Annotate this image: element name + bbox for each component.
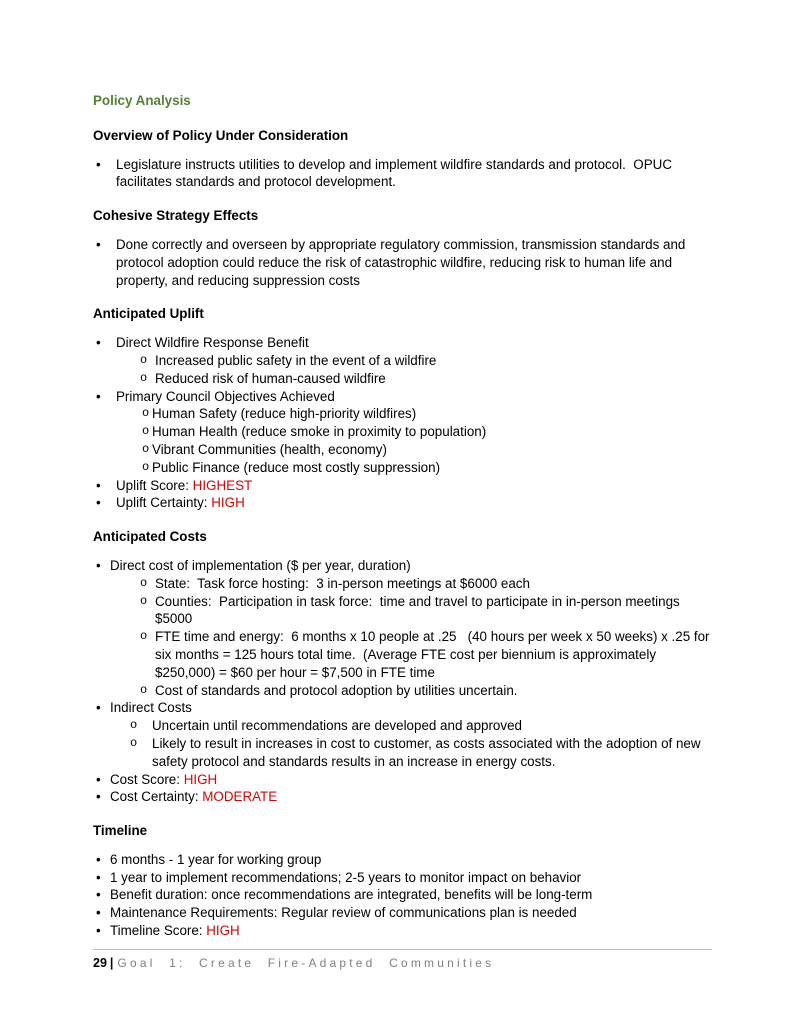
cohesive-list [93, 236, 712, 289]
list-item [93, 699, 712, 717]
sub-list-item-text: Vibrant Communities (health, economy) [152, 441, 387, 457]
list-item [93, 156, 712, 192]
sub-list-item [93, 441, 712, 459]
sub-list-item-text: Likely to result in increases in cost to customer, as costs associated with the adoption of new safety protocol and standards results in an increase in energy costs. [152, 735, 705, 769]
certainty-label: Cost Certainty: [110, 789, 203, 805]
page-footer [93, 949, 712, 973]
sub-list-item [93, 370, 712, 388]
score-label: Timeline Score: [110, 923, 207, 939]
sub-list-item [93, 628, 712, 681]
sub-list-item-text: Counties: Participation in task force: time and travel to participate in in-person meetings $5000 [155, 593, 684, 627]
sub-list-item [93, 593, 712, 629]
sub-list-item [93, 405, 712, 423]
score-label: Cost Score: [110, 771, 184, 787]
list-item [93, 886, 712, 904]
list-item [93, 851, 712, 869]
footer-separator: | [109, 956, 114, 970]
timeline-score-item [93, 922, 712, 940]
sub-list-item-text: Increased public safety in the event of a wildfire [155, 352, 437, 368]
timeline-list [93, 851, 712, 940]
sub-list-item [93, 682, 712, 700]
cost-certainty-item [93, 788, 712, 806]
heading-overview: Overview of Policy Under Consideration [93, 127, 349, 143]
page-number: 29 [93, 956, 107, 970]
sub-list-item-text: State: Task force hosting: 3 in-person meetings at $6000 each [155, 575, 530, 591]
doc-section-title: Policy Analysis [93, 93, 191, 108]
footer-title: Goal 1: Create Fire-Adapted Communities [117, 956, 495, 970]
list-item-text: 1 year to implement recommendations; 2-5 years to monitor impact on behavior [110, 869, 582, 885]
score-value: HIGH [183, 771, 218, 787]
score-label: Uplift Score: [116, 477, 193, 493]
uplift-score-item [93, 477, 712, 495]
list-item [93, 557, 712, 575]
list-item [93, 388, 712, 406]
score-value: HIGH [206, 923, 240, 939]
list-item [93, 334, 712, 352]
sub-list-item [93, 423, 712, 441]
sub-list-item-text: Cost of standards and protocol adoption by utilities uncertain. [155, 682, 518, 698]
certainty-value: HIGH [211, 495, 245, 511]
sub-list-item-text: Uncertain until recommendations are developed and approved [152, 718, 522, 734]
list-item [93, 869, 712, 887]
list-item-text: Legislature instructs utilities to develop and implement wildfire standards and protocol. OPUC facilitates standards and protocol development. [116, 156, 676, 190]
certainty-value: MODERATE [202, 789, 278, 805]
list-item-text: Direct cost of implementation ($ per year, duration) [110, 557, 411, 573]
score-value: HIGHEST [192, 477, 253, 493]
list-item-text: Direct Wildfire Response Benefit [116, 335, 309, 351]
sub-list-item [93, 575, 712, 593]
sub-list-item [93, 459, 712, 477]
sub-list-item-text: Reduced risk of human-caused wildfire [155, 370, 386, 386]
heading-anticipated-uplift: Anticipated Uplift [93, 306, 204, 322]
sub-list-item-text: Public Finance (reduce most costly suppression) [152, 459, 441, 475]
uplift-certainty-item [93, 494, 712, 512]
uplift-list [93, 334, 712, 512]
list-item-text: Benefit duration: once recommendations are integrated, benefits will be long-term [110, 887, 593, 903]
list-item [93, 236, 712, 289]
costs-list [93, 557, 712, 806]
sub-list-item-text: Human Health (reduce smoke in proximity to population) [152, 424, 487, 440]
list-item-text: 6 months - 1 year for working group [110, 851, 322, 867]
overview-list [93, 156, 712, 192]
sub-list-item-text: FTE time and energy: 6 months x 10 people at .25 (40 hours per week x 50 weeks) x .25 for six months = 125 hours total time. (Average FTE cost per biennium is approximately $250,000) = $60 per hour = $7,500 in FTE time [155, 629, 714, 680]
sub-list-item [93, 352, 712, 370]
cost-score-item [93, 771, 712, 789]
list-item-text: Primary Council Objectives Achieved [116, 388, 335, 404]
sub-list-item [93, 717, 712, 735]
heading-cohesive-strategy: Cohesive Strategy Effects [93, 208, 259, 224]
heading-timeline: Timeline [93, 823, 148, 839]
list-item-text: Maintenance Requirements: Regular review of communications plan is needed [110, 905, 577, 921]
list-item-text: Indirect Costs [110, 700, 192, 716]
certainty-label: Uplift Certainty: [116, 495, 212, 511]
list-item [93, 904, 712, 922]
list-item-text: Done correctly and overseen by appropriate regulatory commission, transmission standards and protocol adoption could reduce the risk of catastrophic wildfire, reducing risk to human life and property, and reducing suppression costs [116, 236, 690, 288]
heading-anticipated-costs: Anticipated Costs [93, 529, 207, 545]
sub-list-item [93, 735, 712, 771]
sub-list-item-text: Human Safety (reduce high-priority wildfires) [152, 406, 417, 422]
